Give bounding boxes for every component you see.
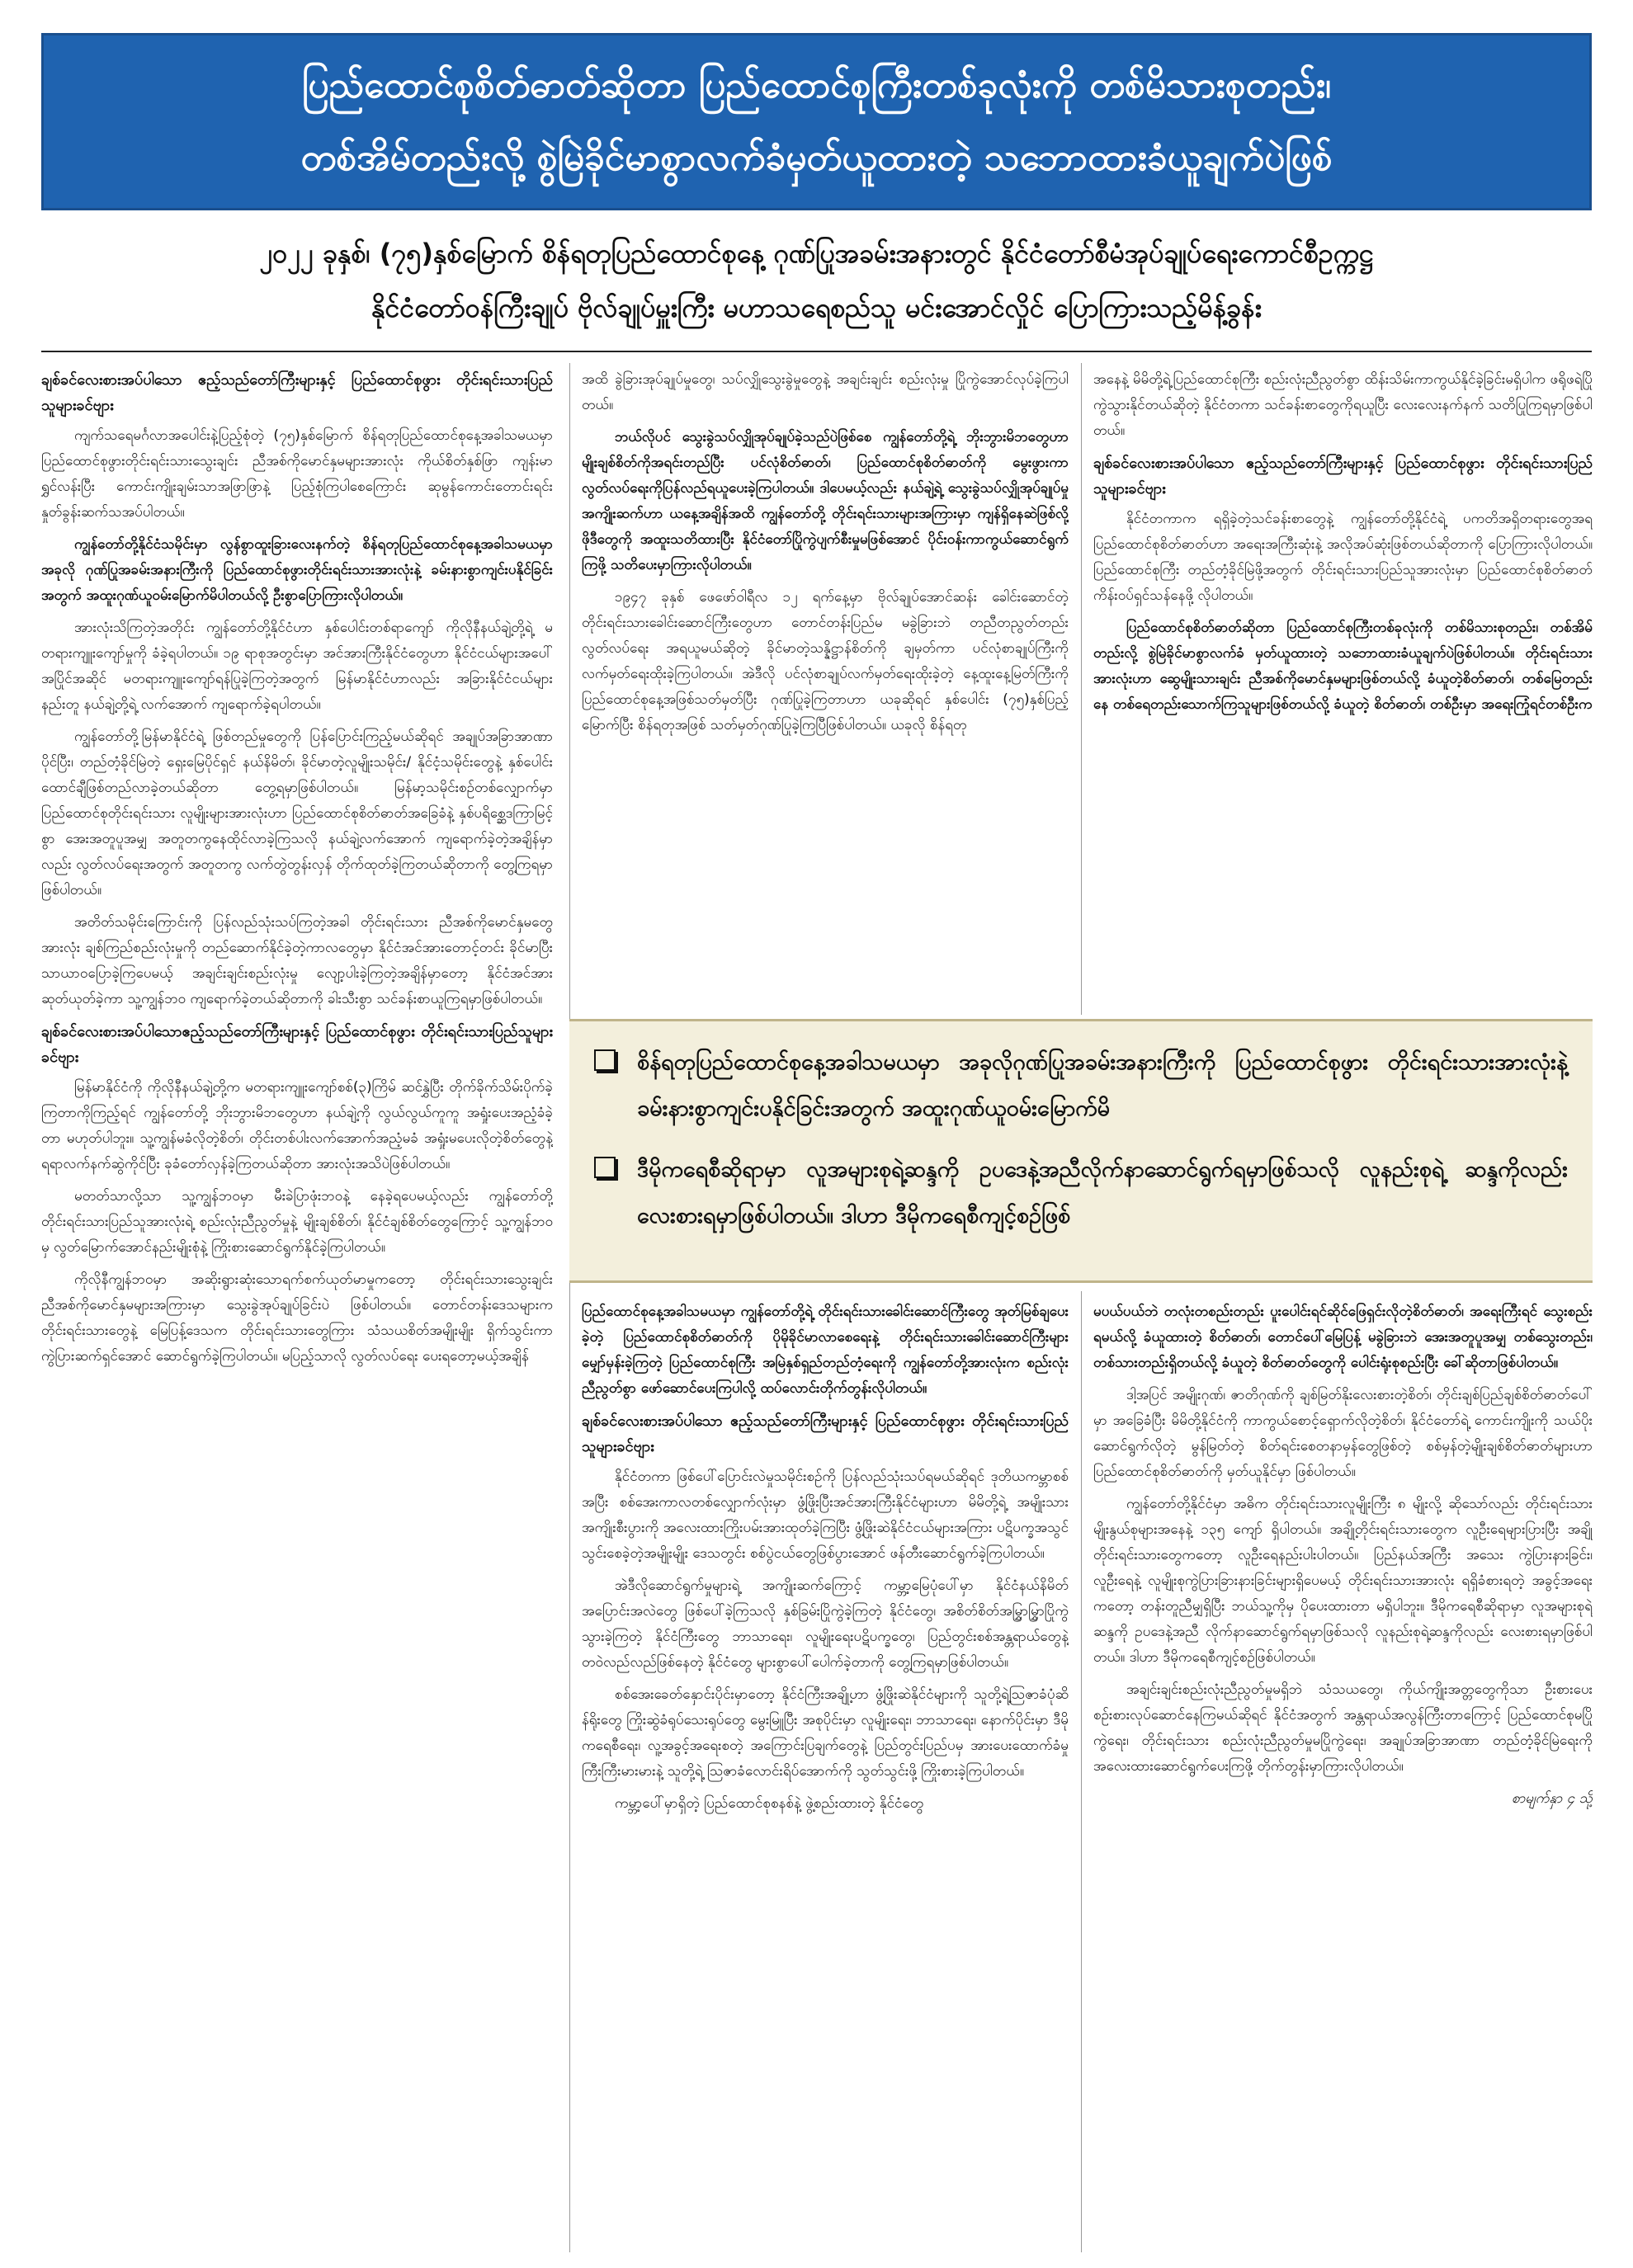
salutation-heading: ချစ်ခင်လေးစားအပ်ပါသော ဧည့်သည်တော်ကြီးများနှင့် ပြည်ထောင်စုဖွား တိုင်းရင်းသားပြည်သူများခင်ဗျား [41,371,553,414]
column-divider-2b [1081,1291,1082,2252]
paragraph: ကျွန်တော်တို့မြန်မာနိုင်ငံရဲ့ ဖြစ်တည်မှုတွေကို ပြန်ပြောင်းကြည့်မယ်ဆိုရင် အချုပ်အခြာအာဏာပိုင်ပြီး၊ တည်တံ့ခိုင်မြဲတဲ့ ရှေးမြေပိုင်ရှင် နယ်နိမိတ်၊ ခိုင်မာတဲ့လူမျိုးသမိုင်း/ နိုင်ငံ့သမိုင်းတွေနဲ့ နှစ်ပေါင်းထောင်ချီဖြစ်တည်လာခဲ့တယ်ဆိုတာ တွေ့ရမှာဖြစ်ပါတယ်။ မြန်မာ့သမိုင်းစဉ်တစ်လျှောက်မှာ ပြည်ထောင်စုတိုင်းရင်းသား လူမျိုးများအားလုံးဟာ ပြည်ထောင်စုစိတ်ဓာတ်အခြေခံနဲ့ နှစ်ပရိစ္ဆေဒကြာမြင့်စွာ အေးအတူပူအမျှ အတူတကွနေထိုင်လာခဲ့ကြသလို နယ်ချဲ့လက်အောက် ကျရောက်ခဲ့တဲ့အချိန်မှာလည်း လွတ်လပ်ရေးအတွက် အတူတကွ လက်တွဲတွန်းလှန် တိုက်ထုတ်ခဲ့ကြတယ်ဆိုတာကို တွေ့ကြရမှာဖြစ်ပါတယ်။ [41,728,553,898]
paragraph: စစ်အေးခေတ်နှောင်းပိုင်းမှာတော့ နိုင်ငံကြီးအချို့ဟာ ဖွံ့ဖြိုးဆဲနိုင်ငံများကို သူတို့ရဲ့ဩဇာခံပုံဆိန်ရိုးတွေ ကြိုးဆွဲခံရုပ်သေးရုပ်တွေ မွေးမြူပြီး အစုပိုင်းမှာ လူမျိုးရေး၊ ဘာသာရေး၊ နောက်ပိုင်းမှာ ဒီမိုကရေစီရေး၊ လူ့အခွင့်အရေးစတဲ့ အကြောင်းပြချက်တွေနဲ့ ပြည်တွင်းပြည်ပမှ အားပေးထောက်ခံမှုကြီးကြီးမားမားနဲ့ သူတို့ရဲ့ ဩဇာခံလောင်းရိပ်အောက်ကို သွတ်သွင်းဖို့ ကြိုးစားခဲ့ကြပါတယ်။ [582,1686,1069,1780]
paragraph: အချင်းချင်းစည်းလုံးညီညွတ်မှုမရှိဘဲ သံသယတွေ၊ ကိုယ်ကျိုးအတ္တတွေကိုသာ ဦးစားပေးစဉ်းစားလုပ်ဆောင်နေကြမယ်ဆိုရင် နိုင်ငံအတွက် အန္တရာယ်အလွန်ကြီးတာကြောင့် ပြည်ထောင်စုမပြိုကွဲရေး၊ တိုင်းရင်းသား စည်းလုံးညီညွတ်မှုမပြိုကွဲရေး၊ အချုပ်အခြာအာဏာ တည်တံ့ခိုင်မြဲရေးကို အလေးထားဆောင်ရွက်ပေးကြဖို့ တိုက်တွန်းမှာကြားလိုပါတယ်။ [1093,1681,1593,1775]
column-divider-1 [569,363,570,2252]
subtitle-line-2: နိုင်ငံတော်ဝန်ကြီးချုပ် ဗိုလ်ချုပ်မှူးကြီး မဟာသရေစည်သူ မင်းအောင်လှိုင် ပြောကြားသည့်မိန့်ခွန်း [371,292,1262,323]
paragraph: မတတ်သာလို့သာ သူ့ကျွန်ဘဝမှာ မီးခဲပြာဖုံးဘဝနဲ့ နေခဲ့ရပေမယ့်လည်း ကျွန်တော်တို့ တိုင်းရင်းသားပြည်သူအားလုံးရဲ့ စည်းလုံးညီညွတ်မှုနဲ့ မျိုးချစ်စိတ်၊ နိုင်ငံချစ်စိတ်တွေကြောင့် သူ့ကျွန်ဘဝမှ လွတ်မြောက်အောင်နည်းမျိုးစုံနဲ့ ကြိုးစားဆောင်ရွက်နိုင်ခဲ့ကြပါတယ်။ [41,1188,553,1256]
divider-top [41,351,1592,352]
article-column-3-bottom [1093,1299,1593,2256]
subtitle [41,219,1592,342]
paragraph: အတိတ်သမိုင်းကြောင်းကို ပြန်လည်သုံးသပ်ကြတဲ့အခါ တိုင်းရင်းသား ညီအစ်ကိုမောင်နှမတွေအားလုံး ချစ်ကြည်စည်းလုံးမှုကို တည်ဆောက်နိုင်ခဲ့တဲ့ကာလတွေမှာ နိုင်ငံအင်အားတောင့်တင်း ခိုင်မာပြီး သာယာဝပြောခဲ့ကြပေမယ့် အချင်းချင်းစည်းလုံးမှု လျော့ပါးခဲ့ကြတဲ့အချိန်မှာတော့ နိုင်ငံအင်အားဆုတ်ယုတ်ခဲ့ကာ သူ့ကျွန်ဘဝ ကျရောက်ခဲ့တယ်ဆိုတာကို ခါးသီးစွာ သင်ခန်းစာယူကြရမှာဖြစ်ပါတယ်။ [41,914,553,1007]
headline-line-2: တစ်အိမ်တည်းလို့ စွဲမြဲခိုင်မာစွာလက်ခံမှတ်ယူထားတဲ့ သဘောထားခံယူချက်ပဲဖြစ် [300,136,1333,179]
paragraph: ၁၉၄၇ ခုနှစ် ဖေဖော်ဝါရီလ ၁၂ ရက်နေ့မှာ ဗိုလ်ချုပ်အောင်ဆန်း ခေါင်းဆောင်တဲ့ တိုင်းရင်းသားခေါင်းဆောင်ကြီးတွေဟာ တောင်တန်းပြည်မ မခွဲခြားဘဲ တညီတညွတ်တည်း လွတ်လပ်ရေး အရယူမယ်ဆိုတဲ့ ခိုင်မာတဲ့သန္နိဋ္ဌာန်စိတ်ကို ချမှတ်ကာ ပင်လုံစာချုပ်ကြီးကို လက်မှတ်ရေးထိုးခဲ့ကြပါတယ်။ အဲဒီလို ပင်လုံစာချုပ်လက်မှတ်ရေးထိုးခဲ့တဲ့ နေ့ထူးနေ့မြတ်ကြီးကို ပြည်ထောင်စုနေ့အဖြစ်သတ်မှတ်ပြီး ဂုဏ်ပြုခဲ့ကြတာဟာ ယခုဆိုရင် နှစ်ပေါင်း (၇၅)နှစ်ပြည့်မြောက်ပြီး စိန်ရတုအဖြစ် သတ်မှတ်ဂုဏ်ပြုခဲ့ကြပြီဖြစ်ပါတယ်။ ယခုလို စိန်ရတု [582,589,1069,733]
paragraph: အနေနဲ့ မိမိတို့ရဲ့ပြည်ထောင်စုကြီး စည်းလုံးညီညွတ်စွာ ထိန်းသိမ်းကာကွယ်နိုင်ခဲ့ခြင်းမရှိပါက ဖရိုဖရဲပြိုကွဲသွားနိုင်တယ်ဆိုတဲ့ နိုင်ငံတကာ သင်ခန်းစာတွေကိုရယူပြီး လေးလေးနက်နက် သတိပြုကြရမှာဖြစ်ပါတယ်။ [1093,371,1593,439]
headline-line-1: ပြည်ထောင်စုစိတ်ဓာတ်ဆိုတာ ပြည်ထောင်စုကြီးတစ်ခုလုံးကို တစ်မိသားစုတည်း၊ [302,64,1331,106]
pull-quote-item [594,1147,1568,1239]
article-column-2-bottom [582,1299,1069,2256]
paragraph: ဘယ်လိုပင် သွေးခွဲသပ်လျှိုအုပ်ချုပ်ခဲ့သည်ပဲဖြစ်စေ ကျွန်တော်တို့ရဲ့ ဘိုးဘွားမိဘတွေဟာ မျိုးချစ်စိတ်ကိုအရင်းတည်ပြီး ပင်လုံစိတ်ဓာတ်၊ ပြည်ထောင်စုစိတ်ဓာတ်ကို မွေးဖွားကာ လွတ်လပ်ရေးကိုပြန်လည်ရယူပေးခဲ့ကြပါတယ်။ ဒါပေမယ့်လည်း နယ်ချဲ့ရဲ့ သွေးခွဲသပ်လျှိုအုပ်ချုပ်မှု အကျိုးဆက်ဟာ ယနေ့အချိန်အထိ ကျွန်တော်တို့ တိုင်းရင်းသားများအကြားမှာ ကျန်ရှိနေဆဲဖြစ်လို့ ဖိုဒီတွေကို အထူးသတိထားပြီး နိုင်ငံတော်ပြိုကွဲပျက်စီးမှုမဖြစ်အောင် ပိုင်းဝန်းကာကွယ်ဆောင်ရွက်ကြဖို့ သတိပေးမှာကြားလိုပါတယ်။ [582,429,1069,573]
paragraph: အားလုံးသိကြတဲ့အတိုင်း ကျွန်တော်တို့နိုင်ငံဟာ နှစ်ပေါင်းတစ်ရာကျော် ကိုလိုနီနယ်ချဲ့တို့ရဲ့ မတရားကျူးကျော်မှုကို ခံခဲ့ရပါတယ်။ ၁၉ ရာစုအတွင်းမှာ အင်အားကြီးနိုင်ငံတွေဟာ နိုင်ငံငယ်များအပေါ် အပြိုင်အဆိုင် မတရားကျူးကျော်ရန်ပြုခဲ့ကြတဲ့အတွက် မြန်မာနိုင်ငံဟာလည်း အခြားနိုင်ငံငယ်များနည်းတူ နယ်ချဲ့တို့ရဲ့ လက်အောက် ကျရောက်ခဲ့ရပါတယ်။ [41,620,553,713]
pull-quote-box [569,1019,1593,1283]
column-divider-2a [1081,363,1082,1015]
article-column-2-top [582,367,1069,1011]
paragraph: နိုင်ငံတကာက ရရှိခဲ့တဲ့သင်ခန်းစာတွေနဲ့ ကျွန်တော်တို့နိုင်ငံရဲ့ ပကတိအရှိတရားတွေအရ ပြည်ထောင်စုစိတ်ဓာတ်ဟာ အရေးအကြီးဆုံးနဲ့ အလိုအပ်ဆုံးဖြစ်တယ်ဆိုတာကို ပြောကြားလိုပါတယ်။ ပြည်ထောင်စုကြီး တည်တံ့ခိုင်မြဲဖို့အတွက် တိုင်းရင်းသားပြည်သူအားလုံးမှာ ပြည်ထောင်စုစိတ်ဓာတ် ကိန်းဝပ်ရှင်သန်နေဖို့ လိုပါတယ်။ [1093,511,1593,604]
salutation-heading: ချစ်ခင်လေးစားအပ်ပါသော ဧည့်သည်တော်ကြီးများနှင့် ပြည်ထောင်စုဖွား တိုင်းရင်းသားပြည်သူများခင်ဗျား [1093,455,1593,497]
paragraph: ပြည်ထောင်စုစိတ်ဓာတ်ဆိုတာ ပြည်ထောင်စုကြီးတစ်ခုလုံးကို တစ်မိသားစုတည်း၊ တစ်အိမ်တည်းလို့ စွဲမြဲခိုင်မာစွာလက်ခံ မှတ်ယူထားတဲ့ သဘောထားခံယူချက်ပဲဖြစ်ပါတယ်။ တိုင်းရင်းသားအားလုံးဟာ ဆွေမျိုးသားချင်း ညီအစ်ကိုမောင်နှမများဖြစ်တယ်လို့ ခံယူတဲ့စိတ်ဓာတ်၊ တစ်မြေတည်းနေ တစ်ရေတည်းသောက်ကြသူများဖြစ်တယ်လို့ ခံယူတဲ့ စိတ်ဓာတ်၊ တစ်ဦးမှာ အရေးကြုံရင်တစ်ဦးက [1093,620,1593,713]
paragraph: ပြည်ထောင်စုနေ့အခါသမယမှာ ကျွန်တော်တို့ရဲ့ တိုင်းရင်းသားခေါင်းဆောင်ကြီးတွေ အုတ်မြစ်ချပေးခဲ့တဲ့ ပြည်ထောင်စုစိတ်ဓာတ်ကို ပိုမိုခိုင်မာလာစေရေးနဲ့ တိုင်းရင်းသားခေါင်းဆောင်ကြီးများ မျှော်မှန်းခဲ့ကြတဲ့ ပြည်ထောင်စုကြီး အမြဲနှစ်ရှည်တည်တံ့ရေးကို ကျွန်တော်တို့အားလုံးက စည်းလုံးညီညွတ်စွာ ဖော်ဆောင်ပေးကြပါလို့ ထပ်လောင်းတိုက်တွန်းလိုပါတယ်။ [582,1304,1069,1397]
headline-banner [41,33,1592,210]
salutation-heading: ချစ်ခင်လေးစားအပ်ပါသောဧည့်သည်တော်ကြီးများနှင့် ပြည်ထောင်စုဖွား တိုင်းရင်းသားပြည်သူများခင်ဗျား [41,1023,553,1066]
salutation-heading: ချစ်ခင်လေးစားအပ်ပါသော ဧည့်သည်တော်ကြီးများနှင့် ပြည်ထောင်စုဖွား တိုင်းရင်းသားပြည်သူများခင်ဗျား [582,1412,1069,1455]
continued-on-page: စာမျက်နှာ ၄ သို့ [1511,1790,1593,1807]
paragraph: မပယ်ပယ်ဘဲ တလုံးတစည်းတည်း ပူးပေါင်းရင်ဆိုင်ဖြေရှင်းလိုတဲ့စိတ်ဓာတ်၊ အရေးကြီးရင် သွေးစည်းရမယ်လို့ ခံယူထားတဲ့ စိတ်ဓာတ်၊ တောင်ပေါ်မြေပြန့် မခွဲခြားဘဲ အေးအတူပူအမျှ တစ်သွေးတည်း၊ တစ်သားတည်းရှိတယ်လို့ ခံယူတဲ့ စိတ်ဓာတ်တွေကို ပေါင်းရုံးစုစည်းပြီး ခေါ်ဆိုတာဖြစ်ပါတယ်။ [1093,1304,1593,1371]
paragraph: နိုင်ငံတကာ ဖြစ်ပေါ်ပြောင်းလဲမှုသမိုင်းစဉ်ကို ပြန်လည်သုံးသပ်ရမယ်ဆိုရင် ဒုတိယကမ္ဘာစစ်အပြီး စစ်အေးကာလတစ်လျှောက်လုံးမှာ ဖွံ့ဖြိုးပြီးအင်အားကြီးနိုင်ငံများဟာ မိမိတို့ရဲ့ အမျိုးသား အကျိုးစီးပွားကို အလေးထားကြိုးပမ်းအားထုတ်ခဲ့ကြပြီး ဖွံ့ဖြိုးဆဲနိုင်ငံငယ်များအကြား ပဋိပက္ခအသွင် သွင်းစေခဲ့တဲ့အမျိုးမျိုး ဒေသတွင်း စစ်ပွဲငယ်တွေဖြစ်ပွားအောင် ဖန်တီးဆောင်ရွက်ခဲ့ကြပါတယ်။ [582,1469,1069,1562]
checkbox-bullet-icon [594,1049,616,1071]
article-column-1 [41,367,553,2256]
paragraph: အဲဒီလိုဆောင်ရွက်မှုများရဲ့ အကျိုးဆက်ကြောင့် ကမ္ဘာ့မြေပုံပေါ်မှာ နိုင်ငံနယ်နိမိတ်အပြောင်းအလဲတွေ ဖြစ်ပေါ်ခဲ့ကြသလို နှစ်ခြမ်းပြိုကွဲခဲ့ကြတဲ့ နိုင်ငံတွေ၊ အစိတ်စိတ်အမြွှာမြွှာပြိုကွဲသွားခဲ့ကြတဲ့ နိုင်ငံကြီးတွေ ဘာသာရေး၊ လူမျိုးရေးပဋိပက္ခတွေ၊ ပြည်တွင်းစစ်အန္တရာယ်တွေနဲ့ တဝဲလည်လည်ဖြစ်နေတဲ့ နိုင်ငံတွေ များစွာပေါ်ပေါက်ခဲ့တာကို တွေ့ကြရမှာဖြစ်ပါတယ်။ [582,1577,1069,1671]
paragraph: ဒါ့အပြင် အမျိုးဂုဏ်၊ ဇာတိဂုဏ်ကို ချစ်မြတ်နိုးလေးစားတဲ့စိတ်၊ တိုင်းချစ်ပြည်ချစ်စိတ်ဓာတ်ပေါ်မှာ အခြေခံပြီး မိမိတို့နိုင်ငံကို ကာကွယ်စောင့်ရှောက်လိုတဲ့စိတ်၊ နိုင်ငံတော်ရဲ့ ကောင်းကျိုးကို သယ်ပိုးဆောင်ရွက်လိုတဲ့ မွန်မြတ်တဲ့ စိတ်ရင်းစေတနာမှန်တွေဖြစ်တဲ့ စစ်မှန်တဲ့မျိုးချစ်စိတ်ဓာတ်များဟာ ပြည်ထောင်စုစိတ်ဓာတ်ကို မှတ်ယူနိုင်မှာ ဖြစ်ပါတယ်။ [1093,1387,1593,1480]
paragraph: ကမ္ဘာ့ပေါ်မှာရှိတဲ့ ပြည်ထောင်စုစနစ်နဲ့ ဖွဲ့စည်းထားတဲ့ နိုင်ငံတွေ [615,1795,924,1812]
pull-quote-text: ဒီမိုကရေစီဆိုရာမှာ လူအများစုရဲ့ဆန္ဒကို ဥပဒေနဲ့အညီလိုက်နာဆောင်ရွက်ရမှာဖြစ်သလို လူနည်းစုရဲ့ ဆန္ဒကိုလည်း လေးစားရမှာဖြစ်ပါတယ်။ ဒါဟာ ဒီမိုကရေစီကျင့်စဉ်ဖြစ် [637,1157,1568,1228]
pull-quote-text: စိန်ရတုပြည်ထောင်စုနေ့အခါသမယမှာ အခုလိုဂုဏ်ပြုအခမ်းအနားကြီးကို ပြည်ထောင်စုဖွား တိုင်းရင်းသားအားလုံးနဲ့ ခမ်းနားစွာကျင်းပနိုင်ခြင်းအတွက် အထူးဂုဏ်ယူဝမ်းမြောက်မိ [637,1049,1568,1121]
paragraph: ကျွန်တော်တို့နိုင်ငံသမိုင်းမှာ လွန်စွာထူးခြားလေးနက်တဲ့ စိန်ရတုပြည်ထောင်စုနေ့အခါသမယမှာ အခုလို ဂုဏ်ပြုအခမ်းအနားကြီးကို ပြည်ထောင်စုဖွားတိုင်းရင်းသားအားလုံးနဲ့ ခမ်းနားစွာကျင်းပနိုင်ခြင်းအတွက် အထူးဂုဏ်ယူဝမ်းမြောက်မိပါတယ်လို့ ဦးစွာပြောကြားလိုပါတယ်။ [41,536,553,604]
paragraph: ကိုလိုနီကျွန်ဘဝမှာ အဆိုးရွားဆုံးသောရက်စက်ယုတ်မာမှုကတော့ တိုင်းရင်းသားသွေးချင်း ညီအစ်ကိုမောင်နှမများအကြားမှာ သွေးခွဲအုပ်ချုပ်ခြင်းပဲ ဖြစ်ပါတယ်။ တောင်တန်းဒေသများကတိုင်းရင်းသားတွေနဲ့ မြေပြန့်ဒေသက တိုင်းရင်းသားတွေကြား သံသယစိတ်အမျိုးမျိုး ရှိက်သွင်းကာ ကွဲပြားဆက်ရှင်အောင် ဆောင်ရွက်ခဲ့ကြပါတယ်။ မပြည့်သာလို လွတ်လပ်ရေး ပေးရတော့မယ့်အချိန် [41,1271,553,1365]
paragraph: ကျက်သရေမင်္ဂလာအပေါင်းနဲ့ပြည့်စုံတဲ့ (၇၅)နှစ်မြောက် စိန်ရတုပြည်ထောင်စုနေ့အခါသမယမှာ ပြည်ထောင်စုဖွားတိုင်းရင်းသားသွေးချင်း ညီအစ်ကိုမောင်နှမများအားလုံး ကိုယ်စိတ်နှစ်ဖြာ ကျန်းမာရွှင်လန်းပြီး ကောင်းကျိုးချမ်းသာအဖြာဖြာနဲ့ ပြည့်စုံကြပါစေကြောင်း ဆုမွန်ကောင်းတောင်းရင်း နှုတ်ခွန်းဆက်သအပ်ပါတယ်။ [41,427,553,521]
paragraph: မြန်မာနိုင်ငံကို ကိုလိုနီနယ်ချဲ့တို့က မတရားကျူးကျော်စစ်(၃)ကြိမ် ဆင်နွှဲပြီး တိုက်ခိုက်သိမ်းပိုက်ခဲ့ကြတာကိုကြည့်ရင် ကျွန်တော်တို့ ဘိုးဘွားမိဘတွေဟာ နယ်ချဲ့ကို လွယ်လွယ်ကူကူ အရှုံးပေးအညံ့ခံခဲ့တာ မဟုတ်ပါဘူး။ သူ့ကျွန်မခံလိုတဲ့စိတ်၊ တိုင်းတစ်ပါးလက်အောက်အညံ့မခံ အရှုံးမပေးလိုတဲ့စိတ်တွေနဲ့ ရရာလက်နက်ဆွဲကိုင်ပြီး ခုခံတော်လှန်ခဲ့ကြတယ်ဆိုတာ အားလုံးအသိပဲဖြစ်ပါတယ်။ [41,1079,553,1172]
paragraph: အထိ ခွဲခြားအုပ်ချုပ်မှုတွေ၊ သပ်လျှိုသွေးခွဲမှုတွေနဲ့ အချင်းချင်း စည်းလုံးမှု ပြိုကွဲအောင်လုပ်ခဲ့ကြပါတယ်။ [582,371,1069,413]
pull-quote-item [594,1040,1568,1132]
checkbox-bullet-icon [594,1157,616,1178]
subtitle-line-1: ၂၀၂၂ ခုနှစ်၊ (၇၅)နှစ်မြောက် စိန်ရတုပြည်ထောင်စုနေ့ ဂုဏ်ပြုအခမ်းအနားတွင် နိုင်ငံတော်စီမံအုပ်ချုပ်ရေးကောင်စီဥက္ကဋ္ဌ [259,238,1374,269]
paragraph: ကျွန်တော်တို့နိုင်ငံမှာ အဓိက တိုင်းရင်းသားလူမျိုးကြီး ၈ မျိုးလို့ ဆိုသော်လည်း တိုင်းရင်းသားမျိုးနွယ်စုများအနေနဲ့ ၁၃၅ ကျော် ရှိပါတယ်။ အချို့တိုင်းရင်းသားတွေက လူဦးရေများပြားပြီး အချို့ တိုင်းရင်းသားတွေကတော့ လူဦးရေနည်းပါးပါတယ်။ ပြည်နယ်အကြီး အသေး ကွဲပြားနားခြင်း၊ လူဦးရေနဲ့ လူမျိုးစုကွဲပြားခြားနားခြင်းများရှိပေမယ့် တိုင်းရင်းသားအားလုံး ရရှိခံစားရတဲ့ အခွင့်အရေးကတော့ တန်းတူညီမျှရှိပြီး ဘယ်သူ့ကိုမှ ပိုပေးထားတာ မရှိပါဘူး။ ဒီမိုကရေစီဆိုရာမှာ လူအများစုရဲ့ ဆန္ဒကို ဥပဒေနဲ့အညီ လိုက်နာဆောင်ရွက်ရမှာဖြစ်သလို လူနည်းစုရဲ့ဆန္ဒကိုလည်း လေးစားရမှာဖြစ်ပါတယ်။ ဒါဟာ ဒီမိုကရေစီကျင့်စဉ်ဖြစ်ပါတယ်။ [1093,1496,1593,1666]
article-column-3-top [1093,367,1593,1011]
